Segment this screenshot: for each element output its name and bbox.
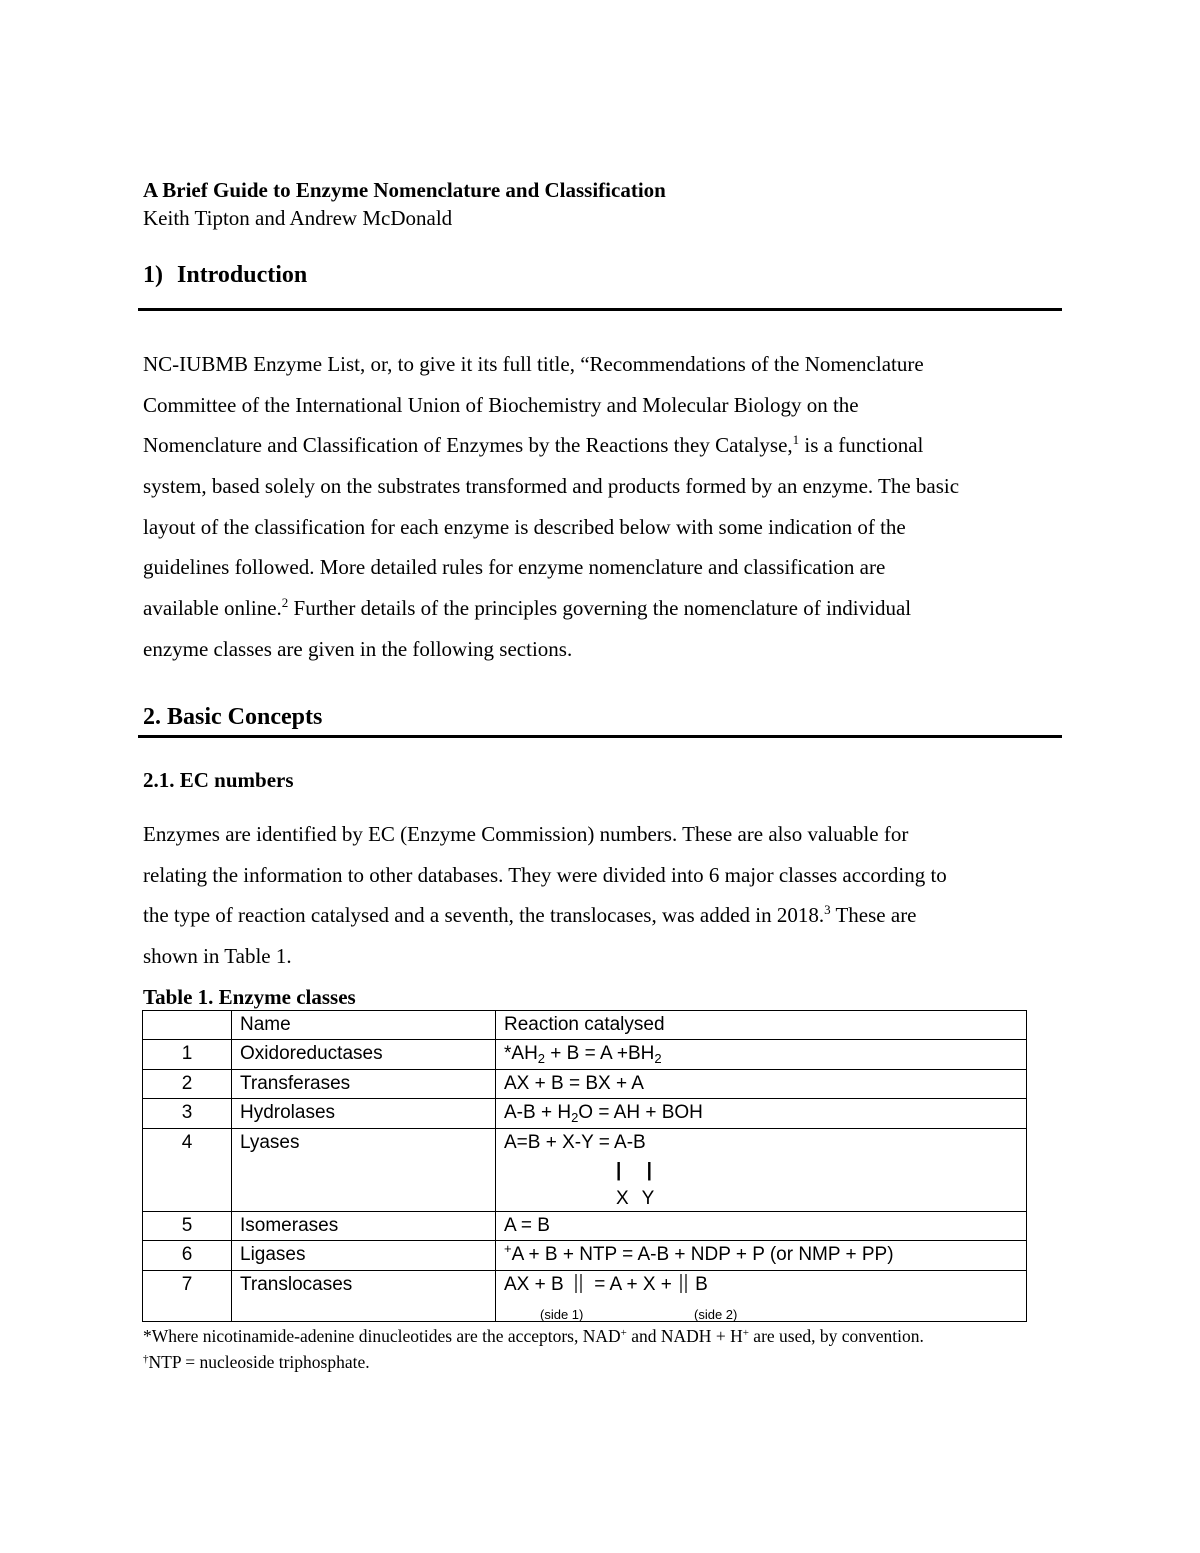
- side-2-label: (side 2): [694, 1307, 738, 1322]
- membrane-icon: [677, 1272, 695, 1294]
- text-line: Committee of the International Union of Biochemistry and Molecular Biology on the: [143, 392, 859, 417]
- text-span: Nomenclature and Classification of Enzymes by the Reactions they Catalyse,: [143, 433, 793, 458]
- table-header-cell: Reaction catalysed: [496, 1011, 1027, 1040]
- table-row: [143, 1241, 1027, 1271]
- table-row: [143, 1271, 1027, 1322]
- text-span: is a functional: [799, 433, 924, 458]
- membrane-icon: [569, 1272, 589, 1294]
- class-number-cell: 3: [143, 1099, 232, 1129]
- text-line: [143, 588, 1073, 629]
- table-row: [143, 1040, 1027, 1070]
- authors: Keith Tipton and Andrew McDonald: [143, 206, 453, 230]
- reference-2-superscript[interactable]: 2: [281, 595, 289, 611]
- section-1-number: 1): [143, 262, 163, 288]
- reaction-text: A=B + X-Y = A-B: [504, 1132, 646, 1153]
- reaction-cell: [496, 1040, 1027, 1070]
- footnote-text: and NADH + H: [626, 1326, 743, 1346]
- enzyme-classes-table: [142, 1010, 1027, 1322]
- text-line: relating the information to other databases. They were divided into 6 major classes according to: [143, 862, 947, 887]
- reaction-cell: [496, 1241, 1027, 1271]
- reference-3-superscript[interactable]: 3: [824, 902, 831, 918]
- class-number-cell: 4: [143, 1129, 232, 1212]
- class-number-cell: 7: [143, 1271, 232, 1322]
- class-name-cell: Isomerases: [232, 1212, 496, 1241]
- table-caption: Table 1. Enzyme classes: [143, 985, 356, 1009]
- reaction-text: AX + B: [504, 1274, 564, 1295]
- class-number-cell: 1: [143, 1040, 232, 1070]
- table-header-cell: [143, 1011, 232, 1040]
- class-number-cell: 2: [143, 1070, 232, 1099]
- side-1-label: (side 1): [540, 1307, 584, 1322]
- class-name-cell: Oxidoreductases: [232, 1040, 496, 1070]
- text-line: layout of the classification for each enzyme is described below with some indication of the: [143, 514, 906, 539]
- footnote-text: NTP = nucleoside triphosphate.: [148, 1352, 370, 1372]
- text-line: [143, 895, 1073, 936]
- table-row: [143, 1099, 1027, 1129]
- text-span: Further details of the principles governing the nomenclature of individual: [288, 596, 912, 621]
- translocation-equation: [504, 1271, 1026, 1321]
- reaction-cell: A = B: [496, 1212, 1027, 1241]
- reaction-text: O = AH + BOH: [578, 1102, 703, 1123]
- intro-paragraph: [143, 344, 1073, 670]
- table-header-row: [143, 1011, 1027, 1040]
- class-name-cell: Transferases: [232, 1070, 496, 1099]
- section-1-heading: [143, 262, 307, 289]
- document-title: A Brief Guide to Enzyme Nomenclature and Classification: [143, 178, 666, 202]
- footnote-text: *Where nicotinamide-adenine dinucleotides are the acceptors, NAD: [143, 1326, 621, 1346]
- text-line: system, based solely on the substrates transformed and products formed by an enzyme. The basic: [143, 474, 960, 499]
- text-span: the type of reaction catalysed and a seventh, the translocases, was added in 2018.: [143, 903, 825, 928]
- class-name-cell: Lyases: [232, 1129, 496, 1212]
- table-row: [143, 1212, 1027, 1241]
- section-2-1-heading: 2.1. EC numbers: [143, 768, 294, 792]
- reference-1-superscript[interactable]: 1: [792, 432, 800, 448]
- section-2-heading: 2. Basic Concepts: [143, 704, 323, 730]
- text-line: guidelines followed. More detailed rules for enzyme nomenclature and classification are: [143, 555, 886, 580]
- text-span: available online.: [143, 596, 282, 621]
- reaction-text: A + B + NTP = A-B + NDP + P (or NMP + PP): [511, 1244, 894, 1265]
- table-row: [143, 1129, 1027, 1212]
- text-line: Enzymes are identified by EC (Enzyme Commission) numbers. These are also valuable for: [143, 822, 909, 846]
- reaction-text: *AH: [504, 1043, 538, 1064]
- text-line: enzyme classes are given in the following sections.: [143, 636, 573, 661]
- reaction-cell: [496, 1099, 1027, 1129]
- text-line: [143, 425, 1073, 466]
- class-number-cell: 6: [143, 1241, 232, 1271]
- class-number-cell: 5: [143, 1212, 232, 1241]
- footnote-text: are used, by convention.: [748, 1326, 924, 1346]
- class-name-cell: Translocases: [232, 1271, 496, 1322]
- table-header-cell: Name: [232, 1011, 496, 1040]
- subscript: 2: [537, 1051, 546, 1066]
- reaction-text: B: [695, 1274, 708, 1295]
- section-1-title: Introduction: [177, 262, 308, 288]
- text-line: shown in Table 1.: [143, 944, 292, 969]
- subscript: 2: [571, 1110, 579, 1125]
- superscript: +: [620, 1327, 627, 1339]
- text-span: These are: [830, 903, 917, 928]
- reaction-text: = A + X +: [594, 1274, 678, 1295]
- section-divider: [138, 308, 1062, 311]
- footnote-mark: †: [143, 1353, 149, 1365]
- class-name-cell: Hydrolases: [232, 1099, 496, 1129]
- reaction-text: + B = A +BH: [545, 1043, 655, 1064]
- text-line: NC-IUBMB Enzyme List, or, to give it its full title, “Recommendations of the Nomenclature: [143, 352, 924, 376]
- footnote-nad: [143, 1326, 924, 1347]
- reaction-text: A-B + H: [504, 1102, 572, 1123]
- section-divider: [138, 735, 1062, 738]
- class-name-cell: Ligases: [232, 1241, 496, 1271]
- footnote-mark: +: [504, 1241, 512, 1256]
- reaction-cell: [496, 1129, 1027, 1212]
- reaction-cell: AX + B = BX + A: [496, 1070, 1027, 1099]
- superscript: +: [742, 1327, 749, 1339]
- bond-atoms: X Y: [616, 1188, 659, 1209]
- reaction-cell: [496, 1271, 1027, 1322]
- bond-diagram: [504, 1157, 1026, 1211]
- table-row: [143, 1070, 1027, 1099]
- footnote-ntp: [143, 1352, 370, 1373]
- subscript: 2: [654, 1051, 662, 1066]
- bond-lines: | |: [616, 1160, 662, 1181]
- ec-numbers-paragraph: [143, 814, 1073, 977]
